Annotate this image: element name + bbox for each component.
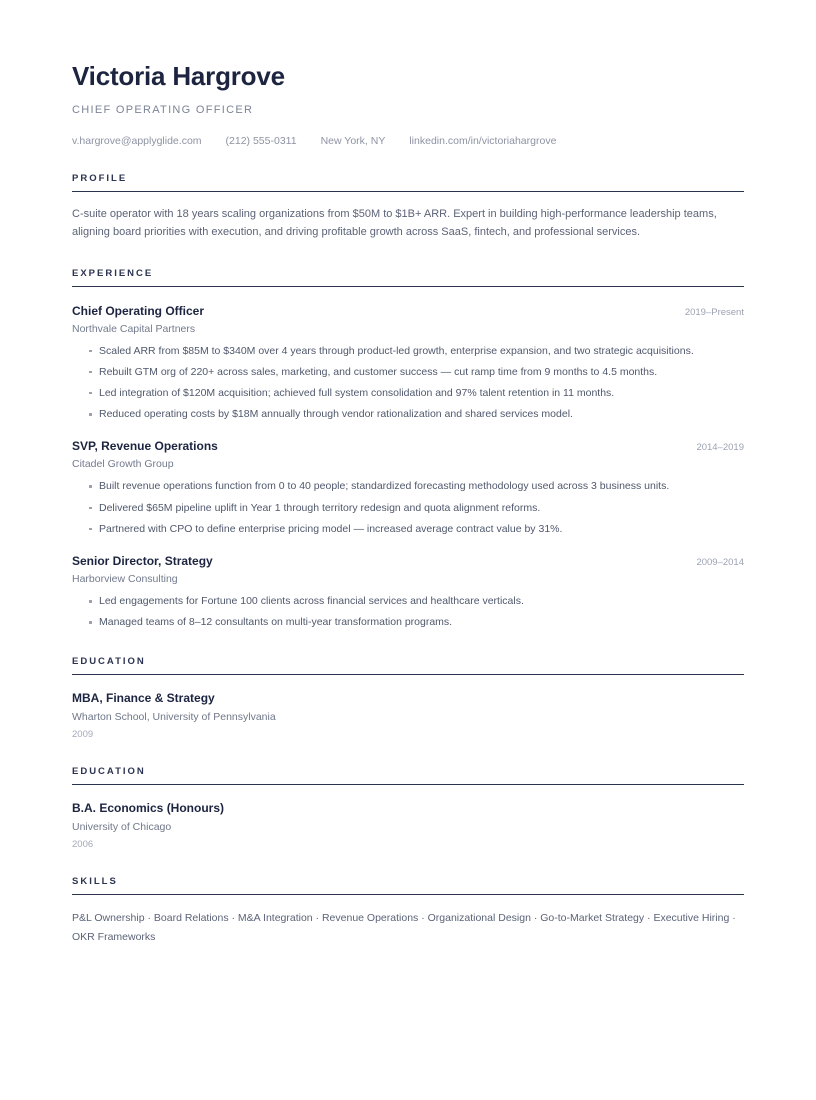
experience-header (72, 304, 744, 318)
job-organization: Northvale Capital Partners (72, 322, 196, 335)
section-divider (72, 674, 744, 675)
experience-entry (72, 439, 744, 537)
education-year: 2006 (72, 839, 94, 851)
education-year: 2009 (72, 729, 94, 741)
job-bullet-list (72, 594, 744, 630)
job-bullet-list (72, 479, 744, 537)
job-bullet: Managed teams of 8–12 consultants on multi-year transformation programs. (72, 615, 744, 630)
candidate-name: Victoria Hargrove (72, 61, 285, 91)
section-title-education: EDUCATION (72, 766, 146, 778)
job-bullet: Partnered with CPO to define enterprise pricing model — increased average contract value by 31%. (72, 522, 744, 537)
section-education-secondary (72, 766, 744, 850)
section-divider (72, 286, 744, 287)
experience-header (72, 554, 744, 568)
education-entry (72, 691, 744, 740)
experience-header (72, 439, 744, 453)
job-bullet: Built revenue operations function from 0 to 40 people; standardized forecasting methodology used across 3 business units. (72, 479, 744, 494)
section-education-primary (72, 656, 744, 740)
job-bullet-list (72, 344, 744, 423)
job-organization: Harborview Consulting (72, 573, 178, 586)
contact-location: New York, NY (320, 134, 386, 147)
job-dates: 2019–Present (684, 306, 744, 318)
job-organization: Citadel Growth Group (72, 458, 174, 471)
job-bullet: Rebuilt GTM org of 220+ across sales, marketing, and customer success — cut ramp time from 9 months to 4.5 months. (72, 365, 744, 380)
skills-list: P&L Ownership · Board Relations · M&A Integration · Revenue Operations · Organizational Design · Go-to-Market Strategy · Executive Hiring · OKR Frameworks (72, 912, 736, 943)
section-divider (72, 784, 744, 785)
candidate-headline: CHIEF OPERATING OFFICER (72, 103, 254, 116)
section-title-education: EDUCATION (72, 656, 146, 668)
section-divider (72, 894, 744, 895)
education-entry (72, 801, 744, 850)
contact-row (72, 135, 744, 147)
job-dates: 2009–2014 (696, 557, 744, 569)
resume-header (72, 62, 744, 147)
contact-phone[interactable]: (212) 555-0311 (225, 134, 297, 147)
education-school: University of Chicago (72, 821, 172, 834)
job-bullet: Led integration of $120M acquisition; achieved full system consolidation and 97% talent retention in 11 months. (72, 386, 744, 401)
section-experience (72, 268, 744, 631)
education-degree: B.A. Economics (Honours) (72, 801, 225, 816)
job-title: Chief Operating Officer (72, 303, 205, 318)
job-bullet: Reduced operating costs by $18M annually through vendor rationalization and shared services model. (72, 407, 744, 422)
section-title-skills: SKILLS (72, 876, 118, 888)
profile-summary: C-suite operator with 18 years scaling organizations from $50M to $1B+ ARR. Expert in building high-performance leadership teams, aligning board priorities with execution, and driving profitable growth across SaaS, fintech, and professional services. (72, 207, 717, 238)
experience-entry (72, 554, 744, 630)
section-title-profile: PROFILE (72, 172, 128, 184)
experience-entry (72, 304, 744, 423)
job-title: Senior Director, Strategy (72, 554, 213, 569)
education-degree: MBA, Finance & Strategy (72, 691, 215, 706)
section-divider (72, 191, 744, 192)
job-bullet: Delivered $65M pipeline uplift in Year 1 through territory redesign and quota alignment reforms. (72, 501, 744, 516)
job-dates: 2014–2019 (696, 442, 744, 454)
section-title-experience: EXPERIENCE (72, 267, 154, 279)
job-bullet: Led engagements for Fortune 100 clients across financial services and healthcare verticals. (72, 594, 744, 609)
section-skills (72, 876, 744, 945)
education-school: Wharton School, University of Pennsylvania (72, 711, 276, 724)
section-profile (72, 173, 744, 242)
contact-linkedin[interactable]: linkedin.com/in/victoriahargrove (409, 134, 557, 147)
contact-email[interactable]: v.hargrove@applyglide.com (72, 134, 202, 147)
job-bullet: Scaled ARR from $85M to $340M over 4 years through product-led growth, enterprise expansion, and two strategic acquisitions. (72, 344, 744, 359)
job-title: SVP, Revenue Operations (72, 439, 218, 454)
